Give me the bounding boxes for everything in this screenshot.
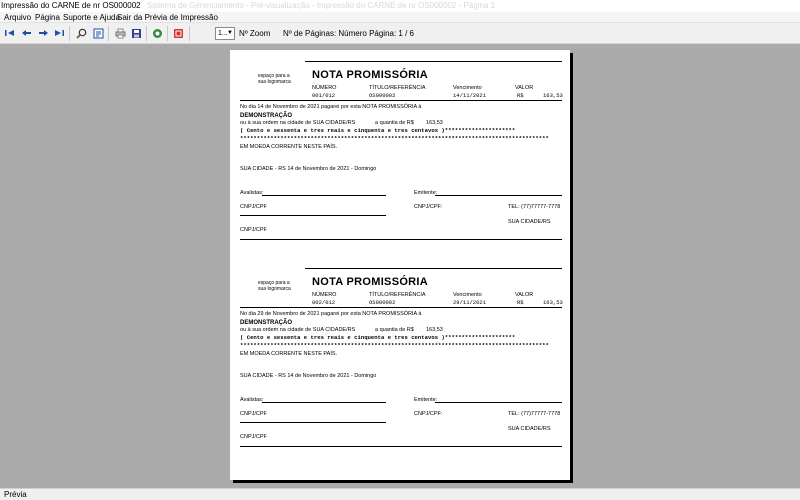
city-line: ou à sua ordem na cidade de SUA CIDADE/RS: [240, 327, 356, 333]
bottom-rule: [240, 446, 562, 447]
zoom-label: Nº Zoom: [239, 29, 271, 38]
close-icon[interactable]: [172, 27, 184, 39]
menu-suporte-ajuda[interactable]: Suporte e Ajuda: [63, 13, 120, 22]
avalista-cnpj-2: CNPJ/CPF: [240, 434, 267, 440]
note-title: NOTA PROMISSÓRIA: [312, 69, 429, 81]
menu-pagina[interactable]: Página: [35, 13, 60, 22]
titulo-value: OS000002: [369, 299, 396, 306]
preview-page: [230, 50, 570, 480]
menu-arquivo[interactable]: Arquivo: [4, 13, 32, 22]
toolbar-separator: [167, 26, 168, 41]
header-vencimento: Vencimento: [453, 292, 482, 298]
valor-value: 163,53: [543, 299, 563, 306]
valor-value: 163,53: [543, 92, 563, 99]
emitente-signature-line: [435, 402, 562, 403]
emitente-city: SUA CIDADE/RS: [508, 219, 551, 225]
status-bar: [0, 488, 800, 500]
toolbar-separator: [189, 26, 190, 41]
emitente-label: Emitente:: [414, 190, 438, 196]
chevron-down-icon: ▼: [227, 30, 233, 36]
moeda-value: R$: [517, 92, 524, 99]
toolbar-separator: [108, 26, 109, 41]
currency-clause: EM MOEDA CORRENTE NESTE PAÍS.: [240, 144, 338, 150]
window-title-bar: [0, 0, 800, 12]
promissory-note: [240, 266, 562, 456]
avalistas-label: Avalistas:: [240, 397, 264, 403]
first-page-icon[interactable]: [4, 27, 16, 39]
avalista-signature-line: [262, 402, 386, 403]
titulo-value: OS000002: [369, 92, 396, 99]
previous-page-icon[interactable]: [21, 27, 33, 39]
logo-placeholder-line2: sua logomarca: [258, 79, 291, 85]
export-icon[interactable]: [151, 27, 163, 39]
emitente-phone: TEL: (77)77777-7778: [508, 411, 561, 417]
top-rule: [305, 61, 562, 62]
bottom-rule: [240, 239, 562, 240]
window-title-ghost: Sistema de Gerenciamento - Pré-visualização - Impressão do CARNE de nr OS000002 - Página 1: [146, 1, 496, 10]
amount-value: 163,53: [426, 120, 443, 126]
currency-clause: EM MOEDA CORRENTE NESTE PAÍS.: [240, 351, 338, 357]
print-icon[interactable]: [114, 27, 126, 39]
promissory-note: [240, 59, 562, 249]
header-valor: VALOR: [515, 85, 534, 91]
logo-placeholder-line2: sua logomarca: [258, 286, 291, 292]
note-title: NOTA PROMISSÓRIA: [312, 276, 429, 288]
header-rule: [240, 307, 562, 308]
window-title: Impressão do CARNE de nr OS000002: [1, 1, 141, 10]
emitente-label: Emitente:: [414, 397, 438, 403]
vencimento-value: 14/11/2021: [453, 92, 487, 99]
header-numero: NÚMERO: [312, 85, 337, 91]
header-titulo: TÍTULO/REFERÊNCIA: [369, 85, 426, 91]
header-titulo: TÍTULO/REFERÊNCIA: [369, 292, 426, 298]
status-text: Prévia: [4, 490, 27, 499]
avalista-cnpj: CNPJ/CPF: [240, 204, 267, 210]
asterisk-fill: ********************************************************************************************: [240, 136, 549, 142]
asterisk-fill: ********************************************************************************************: [240, 343, 549, 349]
numero-value: 002/012: [312, 299, 336, 306]
preview-viewport[interactable]: [0, 44, 800, 488]
header-valor: VALOR: [515, 292, 534, 298]
zoom-value: 1...: [218, 30, 228, 37]
avalista-signature-line-2: [240, 422, 386, 423]
menu-sair-previa[interactable]: Sair da Prévia de Impressão: [117, 13, 218, 22]
logo-placeholder-line1: espaço para a: [258, 73, 290, 79]
emitente-cnpj: CNPJ/CPF:: [414, 411, 443, 417]
toolbar-separator: [146, 26, 147, 41]
page-view-icon[interactable]: [92, 27, 104, 39]
next-page-icon[interactable]: [37, 27, 49, 39]
favorecido: DEMONSTRAÇÃO: [240, 320, 292, 326]
amount-label: a quantia de R$: [375, 120, 414, 126]
avalista-cnpj: CNPJ/CPF: [240, 411, 267, 417]
pages-label: Nº de Páginas: Número Página: 1 / 6: [283, 29, 414, 38]
place-date: SUA CIDADE - RS 14 de Novembro de 2021 - Domingo: [240, 373, 377, 379]
header-rule: [240, 100, 562, 101]
favorecido: DEMONSTRAÇÃO: [240, 113, 292, 119]
emitente-cnpj: CNPJ/CPF:: [414, 204, 443, 210]
vencimento-value: 29/11/2021: [453, 299, 487, 306]
emitente-signature-line: [435, 195, 562, 196]
save-icon[interactable]: [130, 27, 142, 39]
zoom-icon[interactable]: [75, 27, 87, 39]
promise-line: No dia 14 de Novembro de 2021 pagarei por esta NOTA PROMISSÓRIA à: [240, 104, 422, 110]
city-line: ou à sua ordem na cidade de SUA CIDADE/RS: [240, 120, 356, 126]
numero-value: 001/012: [312, 92, 336, 99]
top-rule: [305, 268, 562, 269]
emitente-city: SUA CIDADE/RS: [508, 426, 551, 432]
amount-value: 163,53: [426, 327, 443, 333]
header-numero: NÚMERO: [312, 292, 337, 298]
place-date: SUA CIDADE - RS 14 de Novembro de 2021 - Domingo: [240, 166, 377, 172]
toolbar-separator: [69, 26, 70, 41]
promise-line: No dia 29 de Novembro de 2021 pagarei por esta NOTA PROMISSÓRIA à: [240, 311, 422, 317]
emitente-phone: TEL: (77)77777-7778: [508, 204, 561, 210]
amount-in-words: ( Cento e sessenta e tres reais e cinquenta e tres centavos )*********************: [240, 335, 516, 341]
zoom-select[interactable]: [215, 27, 235, 40]
avalista-signature-line: [262, 195, 386, 196]
menu-bar: [0, 12, 800, 23]
last-page-icon[interactable]: [53, 27, 65, 39]
toolbar: [0, 23, 800, 44]
logo-placeholder-line1: espaço para a: [258, 280, 290, 286]
avalista-cnpj-2: CNPJ/CPF: [240, 227, 267, 233]
avalista-signature-line-2: [240, 215, 386, 216]
avalistas-label: Avalistas:: [240, 190, 264, 196]
header-vencimento: Vencimento: [453, 85, 482, 91]
amount-in-words: ( Cento e sessenta e tres reais e cinquenta e tres centavos )*********************: [240, 128, 516, 134]
moeda-value: R$: [517, 299, 524, 306]
amount-label: a quantia de R$: [375, 327, 414, 333]
